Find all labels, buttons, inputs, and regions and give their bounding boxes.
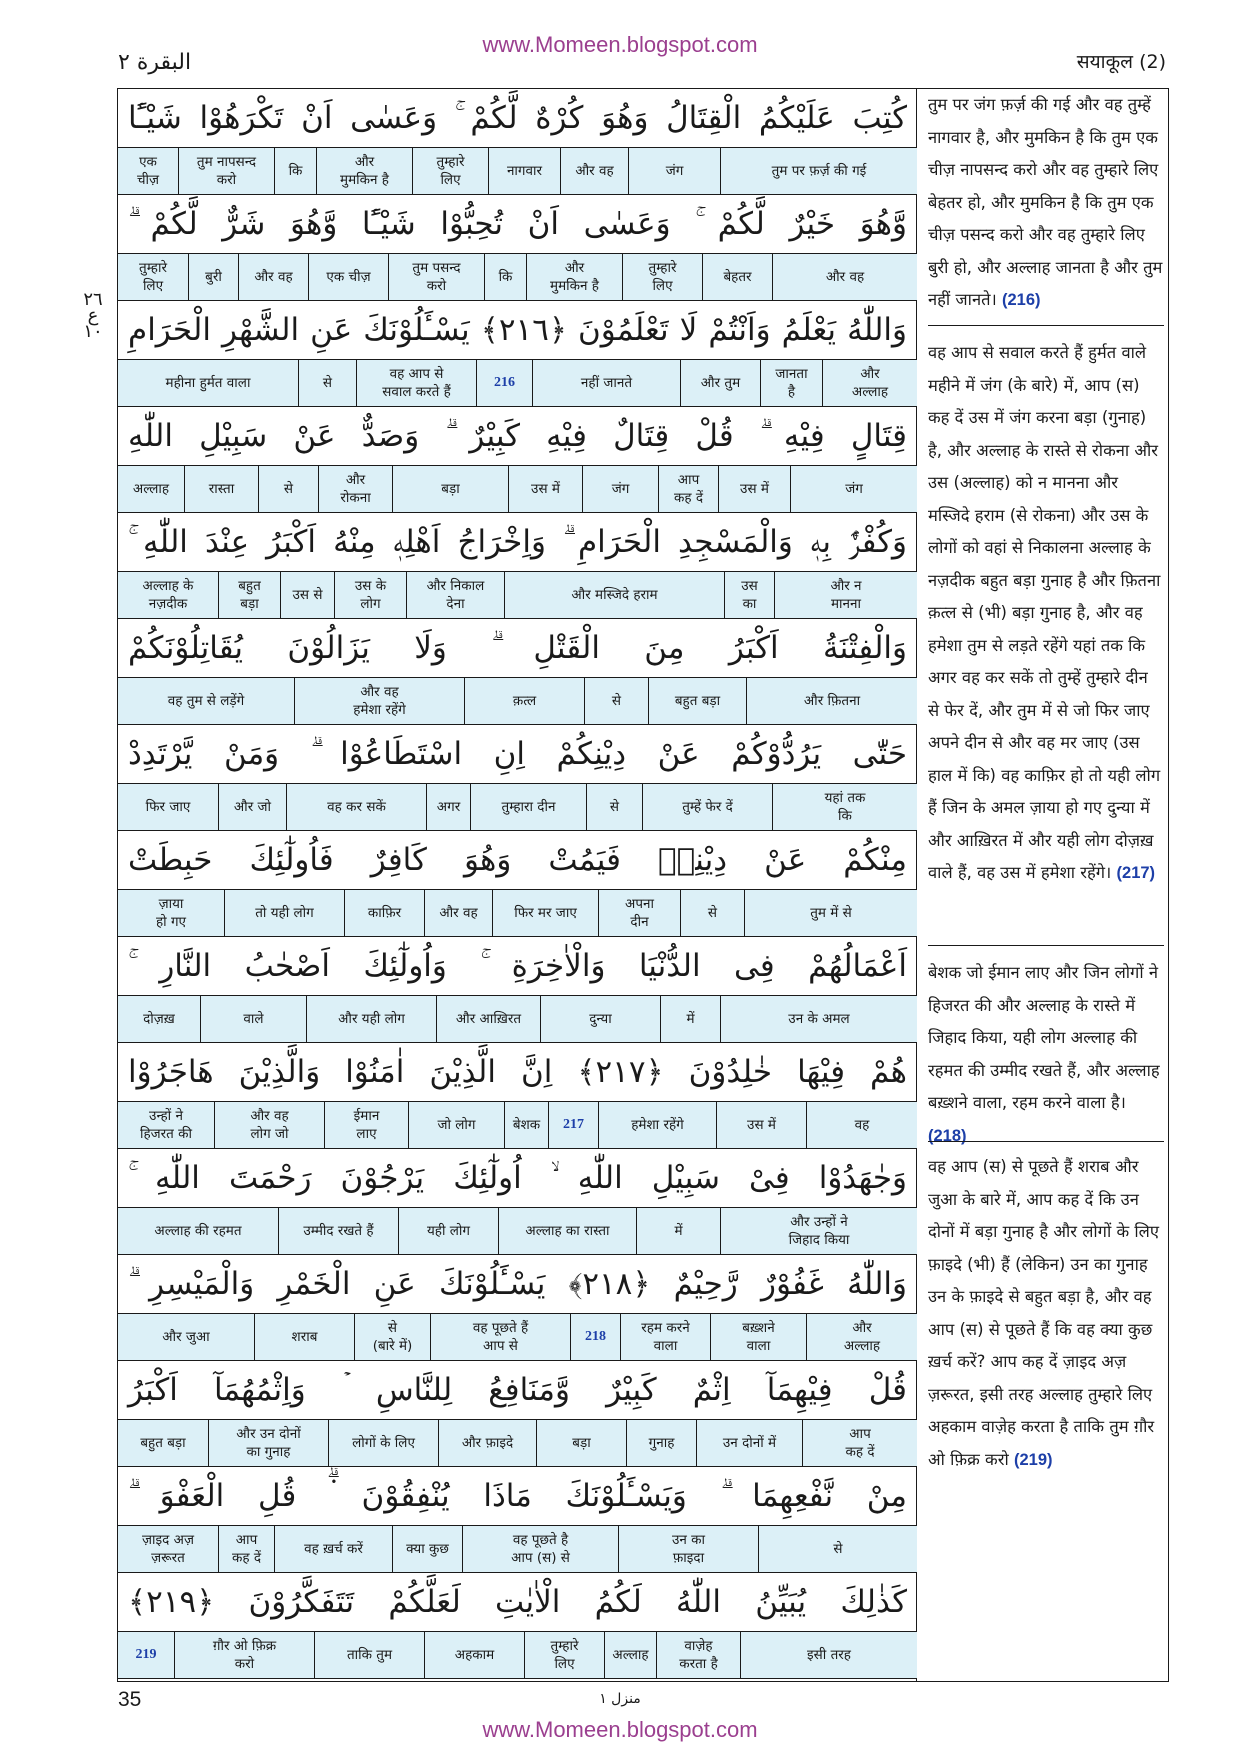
word-meaning-cell: और मुमकिन है: [316, 148, 412, 194]
translation-paragraph: [928, 89, 1164, 317]
verse-number: (216): [1002, 291, 1041, 309]
word-meaning-cell: से: [586, 784, 642, 830]
word-translation-row: [118, 995, 917, 1043]
word-meaning-cell: और मस्जिदे हराम: [504, 572, 724, 618]
arabic-verse-line: وَّهُوَ خَيْرٌ لَّكُمْ ۚ وَعَسٰى اَنْ تُحِبُّوْا شَيْـًٔا وَّهُوَ شَرٌّ لَّكُمْ ۗ: [128, 206, 907, 242]
verse-number-cell: 217: [548, 1102, 598, 1148]
word-meaning-cell: बहुत बड़ा: [140, 1435, 186, 1451]
word-meaning-cell: और तुम: [680, 360, 760, 406]
word-meaning-cell: तुम्हारा दीन: [470, 784, 586, 830]
verse-number-cell: 219: [135, 1647, 157, 1662]
surah-name-arabic: البقرة ٢: [118, 50, 192, 75]
word-meaning-cell: ज़ाइद अज़ ज़रूरत: [142, 1532, 194, 1566]
word-meaning-cell: और अल्लाह: [822, 360, 917, 406]
word-meaning-cell: जंग: [582, 466, 658, 512]
word-meaning-cell: ज़ाया हो गए: [155, 896, 187, 930]
verse-number-cell: 218: [570, 1314, 620, 1360]
word-meaning-cell: तो यही लोग: [224, 890, 344, 936]
word-meaning-cell: बेहतर: [702, 254, 772, 300]
word-meaning-cell: बहुत बड़ा: [218, 572, 280, 618]
paragraph-divider: [928, 945, 1164, 946]
word-meaning-cell: जानता है: [760, 360, 822, 406]
word-meaning-cell: अहकाम: [424, 1632, 524, 1678]
word-meaning-cell: यही लोग: [398, 1208, 498, 1254]
word-meaning-cell: फिर मर जाए: [492, 890, 598, 936]
word-meaning-cell: बुरी: [188, 254, 238, 300]
word-meaning-cell: तुम्हारे लिए: [139, 260, 167, 294]
arabic-verse-line: حَتّٰى يَرُدُّوْكُمْ عَنْ دِيْنِكُمْ اِنِ اسْتَطَاعُوْا ۗ وَمَنْ يَّرْتَدِدْ: [128, 736, 907, 772]
word-meaning-cell: उन्हों ने हिजरत की: [139, 1108, 193, 1142]
translation-paragraph: [928, 1151, 1164, 1476]
word-meaning-cell: एक चीज़: [308, 254, 388, 300]
word-meaning-cell: अल्लाह की रहमत: [154, 1223, 242, 1239]
verse-number: (219): [1013, 1450, 1053, 1469]
word-meaning-cell: ताकि तुम: [314, 1632, 424, 1678]
word-meaning-cell: वह ख़र्च करें: [274, 1526, 392, 1572]
word-meaning-cell: अपना दीन: [598, 890, 680, 936]
word-meaning-cell: और यही लोग: [306, 996, 436, 1042]
page-number: 35: [118, 1688, 142, 1711]
word-translation-row: [118, 677, 917, 725]
word-meaning-cell: बड़ा: [392, 466, 508, 512]
word-translation-row: [118, 1525, 917, 1573]
site-url-bottom[interactable]: www.Momeen.blogspot.com: [482, 1717, 758, 1742]
word-meaning-cell: से: [584, 678, 648, 724]
word-meaning-cell: और उन दोनों का गुनाह: [208, 1420, 328, 1466]
word-meaning-cell: बेशक: [504, 1102, 548, 1148]
word-meaning-cell: उस में: [716, 1102, 806, 1148]
word-meaning-cell: वाले: [200, 996, 306, 1042]
word-meaning-cell: आप कह दें: [218, 1526, 274, 1572]
arabic-verse-line: مِنْكُمْ عَنْ دِيْنِهٖ فَيَمُتْ وَهُوَ كَافِرٌ فَاُولٰٓئِكَ حَبِطَتْ: [128, 842, 907, 878]
word-meaning-cell: अल्लाह के नज़दीक: [142, 578, 194, 612]
word-meaning-cell: नागवार: [488, 148, 560, 194]
word-meaning-cell: महीना हुर्मत वाला: [165, 375, 251, 391]
word-translation-row: [118, 1207, 917, 1255]
paragraph-divider: [928, 325, 1164, 326]
word-meaning-cell: रहम करने वाला: [620, 1314, 710, 1360]
ruku-mark: ٢٦ ع ١٠: [83, 289, 103, 342]
word-meaning-cell: शराब: [254, 1314, 354, 1360]
arabic-verse-line: وَجٰهَدُوْا فِىْ سَبِيْلِ اللّٰهِ ۙ اُولٰٓئِكَ يَرْجُوْنَ رَحْمَتَ اللّٰهِ ۚ: [128, 1160, 907, 1196]
word-meaning-cell: वाज़ेह करता है: [656, 1632, 740, 1678]
word-meaning-cell: नहीं जानते: [532, 360, 680, 406]
word-meaning-cell: जंग: [628, 148, 720, 194]
word-meaning-cell: यहां तक कि: [772, 784, 917, 830]
word-meaning-cell: उस से: [280, 572, 334, 618]
word-meaning-cell: और वह हमेशा रहेंगे: [294, 678, 464, 724]
word-meaning-cell: उन का फ़ाइदा: [618, 1526, 758, 1572]
word-meaning-cell: तुम पसन्द करो: [388, 254, 484, 300]
manzil-label: منزل ١: [599, 1691, 641, 1707]
word-meaning-cell: वह कर सकें: [286, 784, 426, 830]
translation-text: बेशक जो ईमान लाए और जिन लोगों ने हिजरत की और अल्लाह के रास्ते में जिहाद किया, यही लोग अल्लाह की रहमत की उम्मीद रखते हैं, और अल्लाह बख़्शने वाला, रहम करने वाला है।: [928, 963, 1160, 1112]
word-meaning-cell: से: [258, 466, 318, 512]
word-meaning-cell: बख़्शने वाला: [710, 1314, 806, 1360]
translation-paragraph: [928, 337, 1164, 890]
arabic-verse-line: قِتَالٍ فِيْهِ ۗ قُلْ قِتَالٌ فِيْهِ كَبِيْرٌ ۗ وَصَدٌّ عَنْ سَبِيْلِ اللّٰهِ: [128, 418, 907, 454]
arabic-verse-line: وَكُفْرٌۢ بِهٖ وَالْمَسْجِدِ الْحَرَامِ ۗ وَاِخْرَاجُ اَهْلِهٖ مِنْهُ اَكْبَرُ عِنْدَ اللّٰهِ ۚ: [128, 524, 907, 560]
word-translation-row: [118, 889, 917, 937]
word-meaning-cell: तुम पर फ़र्ज़ की गई: [720, 148, 917, 194]
word-meaning-cell: उस का: [724, 572, 774, 618]
word-meaning-cell: तुम में से: [744, 890, 917, 936]
word-translation-row: [118, 147, 917, 195]
word-meaning-cell: और वह: [424, 890, 492, 936]
quran-page-box: [117, 88, 1169, 1682]
word-translation-row: [118, 465, 917, 513]
word-meaning-cell: इसी तरह: [740, 1632, 917, 1678]
word-meaning-cell: जंग: [790, 466, 917, 512]
word-meaning-cell: अगर: [426, 784, 470, 830]
word-meaning-cell: और वह लोग जो: [214, 1102, 324, 1148]
arabic-verse-line: كَذٰلِكَ يُبَيِّنُ اللّٰهُ لَكُمُ الْاٰيٰتِ لَعَلَّكُمْ تَتَفَكَّرُوْنَ ﴿٢١٩﴾: [128, 1584, 907, 1620]
word-meaning-cell: एक चीज़: [136, 154, 160, 188]
word-meaning-cell: आप कह दें: [658, 466, 718, 512]
word-meaning-cell: और मुमकिन है: [526, 254, 622, 300]
parah-name-hindi: सयाकूल (2): [1076, 51, 1166, 73]
word-translation-row: [118, 253, 917, 301]
word-meaning-cell: से: [680, 890, 744, 936]
paragraph-divider: [928, 1141, 1164, 1142]
word-meaning-cell: और फ़ितना: [746, 678, 917, 724]
word-meaning-cell: में: [660, 996, 720, 1042]
word-meaning-cell: रास्ता: [184, 466, 258, 512]
word-translation-row: [118, 783, 917, 831]
word-meaning-cell: से: [758, 1526, 917, 1572]
word-meaning-cell: और उन्हों ने जिहाद किया: [720, 1208, 917, 1254]
word-meaning-cell: तुम्हारे लिए: [622, 254, 702, 300]
translation-text: वह आप (स) से पूछते हैं शराब और जुआ के बारे में, आप कह दें कि उन दोनों में बड़ा गुनाह है और लोगों के लिए फ़ाइदे (भी) हैं (लेकिन) उन का गुनाह उन के फ़ाइदे से बहुत बड़ा है, और वह आप (स) से पूछते हैं कि वह क्या कुछ ख़र्च करें? आप कह दें ज़ाइद अज़ ज़रूरत, इसी तरह अल्लाह तुम्हारे लिए अहकाम वाज़ेह करता है ताकि तुम ग़ौर ओ फ़िक्र करो: [928, 1157, 1159, 1469]
word-meaning-cell: और जुआ: [162, 1329, 210, 1345]
word-meaning-cell: काफ़िर: [344, 890, 424, 936]
word-meaning-cell: बहुत बड़ा: [648, 678, 746, 724]
word-meaning-cell: वह: [806, 1102, 917, 1148]
arabic-verse-line: هُمْ فِيْهَا خٰلِدُوْنَ ﴿٢١٧﴾ اِنَّ الَّذِيْنَ اٰمَنُوْا وَالَّذِيْنَ هَاجَرُوْا: [128, 1054, 907, 1090]
site-url-top[interactable]: www.Momeen.blogspot.com: [482, 32, 758, 57]
word-meaning-cell: उम्मीद रखते हैं: [278, 1208, 398, 1254]
word-meaning-cell: दोज़ख़: [143, 1011, 175, 1027]
word-meaning-cell: तुम्हें फेर दें: [642, 784, 772, 830]
word-meaning-cell: और अल्लाह: [806, 1314, 917, 1360]
word-meaning-cell: तुम नापसन्द करो: [178, 148, 274, 194]
translation-text: वह आप से सवाल करते हैं हुर्मत वाले महीने में जंग (के बारे) में, आप (स) कह दें उस में जंग करना बड़ा (गुनाह) है, और अल्लाह के रास्ते से रोकना और उस (अल्लाह) को न मानना और मस्जिदे हराम (से रोकना) और उस के लोगों को वहां से निकालना अल्लाह के नज़दीक बहुत बड़ा गुनाह है और फ़ितना क़त्ल से (भी) बड़ा गुनाह है, और वह हमेशा तुम से लड़ते रहेंगे यहां तक कि अगर वह कर सकें तो तुम्हें तुम्हारे दीन से फेर दें, और तुम में से जो फिर जाए अपने दीन से और वह मर जाए (उस हाल में कि) वह काफ़िर हो तो यही लोग हैं जिन के अमल ज़ाया हो गए दुन्या में और आख़िरत में और यही लोग दोज़ख़ वाले हैं, वह उस में हमेशा रहेंगे।: [928, 343, 1161, 882]
word-meaning-cell: उन के अमल: [720, 996, 917, 1042]
word-meaning-cell: उस में: [718, 466, 790, 512]
word-meaning-cell: कि: [274, 148, 316, 194]
word-meaning-cell: वह पूछते है आप (स) से: [462, 1526, 618, 1572]
verse-number-cell: 216: [476, 360, 532, 406]
word-meaning-cell: जो लोग: [408, 1102, 504, 1148]
word-meaning-cell: और वह: [238, 254, 308, 300]
word-meaning-cell: कि: [484, 254, 526, 300]
arabic-verse-line: وَاللّٰهُ يَعْلَمُ وَاَنْتُمْ لَا تَعْلَمُوْنَ ﴿٢١٦﴾ يَسْـَٔلُوْنَكَ عَنِ الشَّهْرِ الْحَرَامِ: [128, 312, 907, 348]
word-translation-row: [118, 1631, 917, 1679]
word-meaning-cell: क़त्ल: [464, 678, 584, 724]
arabic-verse-line: اَعْمَالُهُمْ فِى الدُّنْيَا وَالْاٰخِرَةِ ۚ وَاُولٰٓئِكَ اَصْحٰبُ النَّارِ ۚ: [128, 948, 907, 984]
word-translation-row: [118, 1313, 917, 1361]
word-translation-row: [118, 359, 917, 407]
translation-paragraph: [928, 957, 1164, 1152]
word-meaning-cell: से (बारे में): [354, 1314, 430, 1360]
word-meaning-cell: वह आप से सवाल करते हैं: [356, 360, 476, 406]
word-meaning-cell: में: [636, 1208, 720, 1254]
word-translation-row: [118, 571, 917, 619]
word-meaning-cell: अल्लाह: [132, 481, 170, 497]
arabic-verse-line: وَاللّٰهُ غَفُوْرٌ رَّحِيْمٌ ﴿٢١٨﴾ يَسْـَٔلُوْنَكَ عَنِ الْخَمْرِ وَالْمَيْسِرِ ۗ: [128, 1266, 907, 1302]
translation-text: तुम पर जंग फ़र्ज़ की गई और वह तुम्हें नागवार है, और मुमकिन है कि तुम एक चीज़ नापसन्द करो और वह तुम्हारे लिए बेहतर हो, और मुमकिन है कि तुम एक चीज़ पसन्द करो और वह तुम्हारे लिए बुरी हो, और अल्लाह जानता है और तुम नहीं जानते।: [928, 95, 1163, 309]
word-meaning-cell: और वह: [560, 148, 628, 194]
word-meaning-cell: उन दोनों में: [696, 1420, 802, 1466]
word-meaning-cell: तुम्हारे लिए: [412, 148, 488, 194]
word-meaning-cell: उस के लोग: [334, 572, 406, 618]
word-meaning-cell: और रोकना: [318, 466, 392, 512]
word-meaning-cell: वह पूछते हैं आप से: [430, 1314, 570, 1360]
word-meaning-cell: गुनाह: [626, 1420, 696, 1466]
word-by-word-grid: [118, 89, 917, 1681]
word-meaning-cell: बड़ा: [536, 1420, 626, 1466]
word-meaning-cell: ग़ौर ओ फ़िक्र करो: [174, 1632, 314, 1678]
word-meaning-cell: और वह: [772, 254, 917, 300]
arabic-verse-line: قُلْ فِيْهِمَآ اِثْمٌ كَبِيْرٌ وَّمَنَافِعُ لِلنَّاسِ ۡ وَاِثْمُهُمَآ اَكْبَرُ: [128, 1372, 907, 1408]
word-meaning-cell: हमेशा रहेंगे: [598, 1102, 716, 1148]
word-meaning-cell: उस में: [508, 466, 582, 512]
word-meaning-cell: अल्लाह: [604, 1632, 656, 1678]
word-meaning-cell: ईमान लाए: [324, 1102, 408, 1148]
verse-number: (218): [928, 1126, 967, 1145]
word-translation-row: [118, 1101, 917, 1149]
word-meaning-cell: फिर जाए: [145, 799, 191, 815]
word-meaning-cell: से: [298, 360, 356, 406]
word-meaning-cell: वह तुम से लड़ेंगे: [167, 693, 245, 709]
word-meaning-cell: आप कह दें: [802, 1420, 917, 1466]
word-meaning-cell: और जो: [218, 784, 286, 830]
word-meaning-cell: क्या कुछ: [392, 1526, 462, 1572]
word-translation-row: [118, 1419, 917, 1467]
word-meaning-cell: तुम्हारे लिए: [524, 1632, 604, 1678]
verse-number: (217): [1116, 864, 1156, 882]
arabic-verse-line: وَالْفِتْنَةُ اَكْبَرُ مِنَ الْقَتْلِ ۗ وَلَا يَزَالُوْنَ يُقَاتِلُوْنَكُمْ: [128, 630, 907, 666]
word-meaning-cell: और निकाल देना: [406, 572, 504, 618]
arabic-verse-line: كُتِبَ عَلَيْكُمُ الْقِتَالُ وَهُوَ كُرْهٌ لَّكُمْ ۚ وَعَسٰى اَنْ تَكْرَهُوْا شَيْـًٔا: [128, 100, 907, 136]
word-meaning-cell: और फ़ाइदे: [438, 1420, 536, 1466]
arabic-verse-line: مِنْ نَّفْعِهِمَا ۗ وَيَسْـَٔلُوْنَكَ مَاذَا يُنْفِقُوْنَ ۬ۗ قُلِ الْعَفْوَ ۗ: [128, 1478, 907, 1514]
word-meaning-cell: लोगों के लिए: [328, 1420, 438, 1466]
word-meaning-cell: और न मानना: [774, 572, 917, 618]
word-meaning-cell: दुन्या: [540, 996, 660, 1042]
word-meaning-cell: अल्लाह का रास्ता: [498, 1208, 636, 1254]
word-meaning-cell: और आख़िरत: [436, 996, 540, 1042]
